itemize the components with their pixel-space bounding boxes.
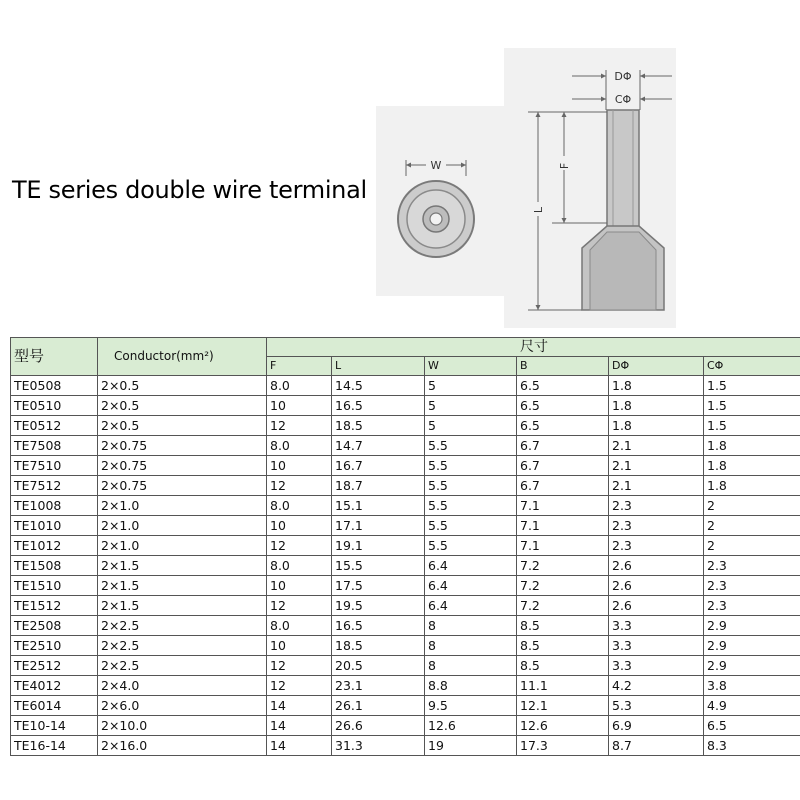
cell-b: 7.1 bbox=[517, 536, 609, 556]
cell-c: 2.3 bbox=[704, 556, 800, 576]
cell-b: 7.1 bbox=[517, 496, 609, 516]
cell-f: 10 bbox=[267, 456, 332, 476]
cell-conductor: 2×0.5 bbox=[98, 416, 267, 436]
cell-b: 11.1 bbox=[517, 676, 609, 696]
cell-model: TE0512 bbox=[11, 416, 98, 436]
cell-d: 8.7 bbox=[609, 736, 704, 756]
cell-c: 1.8 bbox=[704, 436, 800, 456]
cell-c: 6.5 bbox=[704, 716, 800, 736]
cell-w: 6.4 bbox=[425, 596, 517, 616]
cell-b: 17.3 bbox=[517, 736, 609, 756]
cell-d: 2.1 bbox=[609, 476, 704, 496]
cell-d: 3.3 bbox=[609, 636, 704, 656]
cell-w: 5.5 bbox=[425, 456, 517, 476]
cell-d: 1.8 bbox=[609, 416, 704, 436]
cell-b: 6.7 bbox=[517, 456, 609, 476]
column-header-l: L bbox=[332, 357, 425, 376]
column-header-b: B bbox=[517, 357, 609, 376]
cell-d: 2.3 bbox=[609, 496, 704, 516]
cell-b: 6.7 bbox=[517, 436, 609, 456]
cell-conductor: 2×1.0 bbox=[98, 536, 267, 556]
table-row bbox=[11, 376, 800, 396]
cell-b: 7.2 bbox=[517, 556, 609, 576]
cell-w: 5.5 bbox=[425, 516, 517, 536]
cell-l: 14.5 bbox=[332, 376, 425, 396]
cell-l: 16.5 bbox=[332, 616, 425, 636]
cell-c: 2 bbox=[704, 496, 800, 516]
cell-f: 12 bbox=[267, 596, 332, 616]
table-row bbox=[11, 456, 800, 476]
cell-w: 6.4 bbox=[425, 576, 517, 596]
cell-f: 14 bbox=[267, 696, 332, 716]
f-dimension-label: F bbox=[558, 162, 571, 170]
cell-c: 2.9 bbox=[704, 636, 800, 656]
cell-model: TE2510 bbox=[11, 636, 98, 656]
cell-l: 19.1 bbox=[332, 536, 425, 556]
cell-d: 2.6 bbox=[609, 556, 704, 576]
cell-l: 23.1 bbox=[332, 676, 425, 696]
cell-f: 12 bbox=[267, 416, 332, 436]
cell-w: 8.8 bbox=[425, 676, 517, 696]
cell-f: 8.0 bbox=[267, 496, 332, 516]
cell-model: TE0508 bbox=[11, 376, 98, 396]
cell-conductor: 2×1.0 bbox=[98, 496, 267, 516]
table-row bbox=[11, 496, 800, 516]
cell-conductor: 2×1.0 bbox=[98, 516, 267, 536]
cell-f: 10 bbox=[267, 576, 332, 596]
cell-c: 1.8 bbox=[704, 476, 800, 496]
cell-l: 17.5 bbox=[332, 576, 425, 596]
cell-w: 9.5 bbox=[425, 696, 517, 716]
cell-w: 12.6 bbox=[425, 716, 517, 736]
conductor-header: Conductor(mm²) bbox=[98, 338, 267, 376]
cell-c: 3.8 bbox=[704, 676, 800, 696]
cell-conductor: 2×0.5 bbox=[98, 396, 267, 416]
cell-model: TE2512 bbox=[11, 656, 98, 676]
cell-b: 7.2 bbox=[517, 596, 609, 616]
cell-model: TE2508 bbox=[11, 616, 98, 636]
page-title: TE series double wire terminal bbox=[12, 176, 367, 204]
cell-d: 2.6 bbox=[609, 596, 704, 616]
cell-l: 20.5 bbox=[332, 656, 425, 676]
c-dimension-label: CΦ bbox=[614, 93, 632, 106]
cell-model: TE16-14 bbox=[11, 736, 98, 756]
cell-d: 3.3 bbox=[609, 656, 704, 676]
cell-model: TE10-14 bbox=[11, 716, 98, 736]
cell-d: 2.3 bbox=[609, 516, 704, 536]
cell-conductor: 2×2.5 bbox=[98, 636, 267, 656]
cell-b: 7.1 bbox=[517, 516, 609, 536]
cell-model: TE1012 bbox=[11, 536, 98, 556]
terminal-drawing bbox=[376, 48, 676, 328]
table-row bbox=[11, 576, 800, 596]
cell-b: 7.2 bbox=[517, 576, 609, 596]
cell-f: 12 bbox=[267, 536, 332, 556]
cell-f: 8.0 bbox=[267, 616, 332, 636]
cell-c: 2 bbox=[704, 536, 800, 556]
cell-b: 12.1 bbox=[517, 696, 609, 716]
cell-d: 2.1 bbox=[609, 456, 704, 476]
cell-f: 8.0 bbox=[267, 556, 332, 576]
cell-b: 8.5 bbox=[517, 636, 609, 656]
table-row bbox=[11, 596, 800, 616]
cell-model: TE4012 bbox=[11, 676, 98, 696]
cell-w: 19 bbox=[425, 736, 517, 756]
column-header-f: F bbox=[267, 357, 332, 376]
cell-b: 6.5 bbox=[517, 376, 609, 396]
cell-w: 6.4 bbox=[425, 556, 517, 576]
cell-l: 18.7 bbox=[332, 476, 425, 496]
table-row bbox=[11, 736, 800, 756]
table-body bbox=[11, 376, 800, 756]
cell-b: 8.5 bbox=[517, 656, 609, 676]
cell-b: 8.5 bbox=[517, 616, 609, 636]
cell-c: 4.9 bbox=[704, 696, 800, 716]
table-row bbox=[11, 396, 800, 416]
cell-conductor: 2×1.5 bbox=[98, 596, 267, 616]
cell-f: 12 bbox=[267, 656, 332, 676]
cell-f: 14 bbox=[267, 716, 332, 736]
cell-f: 8.0 bbox=[267, 376, 332, 396]
cell-d: 6.9 bbox=[609, 716, 704, 736]
table-row bbox=[11, 516, 800, 536]
table-row bbox=[11, 476, 800, 496]
cell-l: 18.5 bbox=[332, 416, 425, 436]
cell-model: TE1008 bbox=[11, 496, 98, 516]
cell-d: 2.1 bbox=[609, 436, 704, 456]
table-header bbox=[11, 338, 800, 376]
cell-l: 18.5 bbox=[332, 636, 425, 656]
table-row bbox=[11, 656, 800, 676]
model-header: 型号 bbox=[11, 338, 98, 376]
cell-f: 14 bbox=[267, 736, 332, 756]
cell-model: TE7512 bbox=[11, 476, 98, 496]
cell-c: 2 bbox=[704, 516, 800, 536]
cell-conductor: 2×0.75 bbox=[98, 476, 267, 496]
cell-f: 10 bbox=[267, 516, 332, 536]
cell-conductor: 2×2.5 bbox=[98, 656, 267, 676]
table-row bbox=[11, 416, 800, 436]
cell-l: 16.7 bbox=[332, 456, 425, 476]
cell-d: 2.6 bbox=[609, 576, 704, 596]
column-header-w: W bbox=[425, 357, 517, 376]
cell-c: 1.5 bbox=[704, 376, 800, 396]
cell-w: 5.5 bbox=[425, 476, 517, 496]
cell-f: 8.0 bbox=[267, 436, 332, 456]
cell-f: 12 bbox=[267, 676, 332, 696]
cell-d: 1.8 bbox=[609, 376, 704, 396]
cell-l: 15.1 bbox=[332, 496, 425, 516]
cell-w: 5.5 bbox=[425, 496, 517, 516]
cell-d: 5.3 bbox=[609, 696, 704, 716]
cell-model: TE1010 bbox=[11, 516, 98, 536]
cell-l: 26.1 bbox=[332, 696, 425, 716]
cell-conductor: 2×1.5 bbox=[98, 556, 267, 576]
cell-l: 19.5 bbox=[332, 596, 425, 616]
cell-model: TE6014 bbox=[11, 696, 98, 716]
table-row bbox=[11, 636, 800, 656]
cell-model: TE7510 bbox=[11, 456, 98, 476]
cell-c: 8.3 bbox=[704, 736, 800, 756]
cell-f: 12 bbox=[267, 476, 332, 496]
cell-conductor: 2×4.0 bbox=[98, 676, 267, 696]
cell-l: 26.6 bbox=[332, 716, 425, 736]
cell-model: TE7508 bbox=[11, 436, 98, 456]
column-header-d: DΦ bbox=[609, 357, 704, 376]
cell-f: 10 bbox=[267, 636, 332, 656]
cell-c: 1.5 bbox=[704, 396, 800, 416]
cell-conductor: 2×0.75 bbox=[98, 436, 267, 456]
table-row bbox=[11, 556, 800, 576]
cell-w: 5.5 bbox=[425, 536, 517, 556]
cell-d: 4.2 bbox=[609, 676, 704, 696]
cell-model: TE1512 bbox=[11, 596, 98, 616]
w-dimension-label: W bbox=[430, 159, 442, 172]
l-dimension-label: L bbox=[532, 206, 545, 214]
cell-w: 8 bbox=[425, 656, 517, 676]
cell-c: 2.3 bbox=[704, 596, 800, 616]
cell-conductor: 2×6.0 bbox=[98, 696, 267, 716]
cell-b: 12.6 bbox=[517, 716, 609, 736]
cell-b: 6.5 bbox=[517, 396, 609, 416]
table-row bbox=[11, 616, 800, 636]
cell-w: 8 bbox=[425, 636, 517, 656]
cell-w: 5 bbox=[425, 396, 517, 416]
cell-l: 15.5 bbox=[332, 556, 425, 576]
cell-conductor: 2×16.0 bbox=[98, 736, 267, 756]
cell-l: 31.3 bbox=[332, 736, 425, 756]
cell-f: 10 bbox=[267, 396, 332, 416]
cell-c: 1.8 bbox=[704, 456, 800, 476]
cell-c: 1.5 bbox=[704, 416, 800, 436]
cell-conductor: 2×10.0 bbox=[98, 716, 267, 736]
cell-l: 14.7 bbox=[332, 436, 425, 456]
cell-l: 16.5 bbox=[332, 396, 425, 416]
cell-w: 5 bbox=[425, 416, 517, 436]
cell-d: 1.8 bbox=[609, 396, 704, 416]
cell-model: TE1508 bbox=[11, 556, 98, 576]
cell-l: 17.1 bbox=[332, 516, 425, 536]
cell-c: 2.9 bbox=[704, 616, 800, 636]
table-row bbox=[11, 676, 800, 696]
cell-model: TE0510 bbox=[11, 396, 98, 416]
cell-d: 3.3 bbox=[609, 616, 704, 636]
cell-model: TE1510 bbox=[11, 576, 98, 596]
cell-b: 6.5 bbox=[517, 416, 609, 436]
size-header: 尺寸 bbox=[267, 338, 800, 357]
cell-conductor: 2×0.75 bbox=[98, 456, 267, 476]
spec-table bbox=[10, 337, 800, 756]
table-row bbox=[11, 436, 800, 456]
cell-b: 6.7 bbox=[517, 476, 609, 496]
cell-w: 5.5 bbox=[425, 436, 517, 456]
table-row bbox=[11, 716, 800, 736]
cell-c: 2.3 bbox=[704, 576, 800, 596]
cell-d: 2.3 bbox=[609, 536, 704, 556]
cell-w: 8 bbox=[425, 616, 517, 636]
table-row bbox=[11, 696, 800, 716]
table-row bbox=[11, 536, 800, 556]
cell-conductor: 2×1.5 bbox=[98, 576, 267, 596]
cell-conductor: 2×2.5 bbox=[98, 616, 267, 636]
cell-w: 5 bbox=[425, 376, 517, 396]
cell-c: 2.9 bbox=[704, 656, 800, 676]
d-dimension-label: DΦ bbox=[614, 70, 632, 83]
cell-conductor: 2×0.5 bbox=[98, 376, 267, 396]
column-header-c: CΦ bbox=[704, 357, 800, 376]
